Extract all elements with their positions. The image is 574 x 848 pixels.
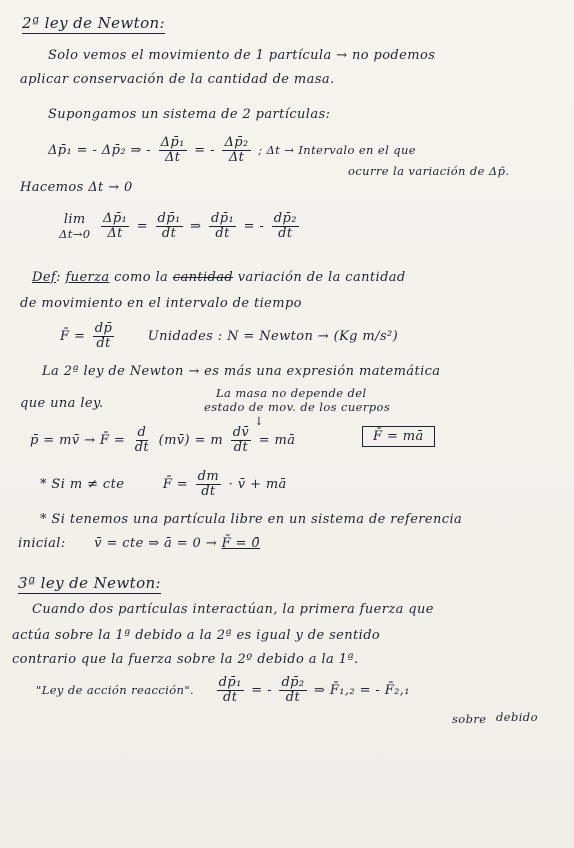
- fraction: $\frac{\text{Δp̄₁}}{\Delta t}$: [103, 211, 128, 241]
- paragraph-line: Cuando dos partículas interactúan, la primera fuerza que: [32, 602, 434, 617]
- paragraph-line: Supongamos un sistema de 2 partículas:: [48, 107, 331, 122]
- fraction: $\frac{\text{Δp̄₂}}{\Delta t}$: [224, 135, 249, 165]
- interval-note-line2: ocurre la variación de Δp̄.: [348, 164, 510, 178]
- definition-label: Def: [32, 270, 57, 285]
- fraction: $\frac{\text{dp̄₂}}{dt}$: [281, 675, 305, 705]
- fraction: $\frac{\text{dp̄₁}}{dt}$: [211, 211, 235, 241]
- law-name: "Ley de acción reacción".: [36, 683, 195, 697]
- equation-force-definition: F̄ = $\frac{dp̄}{dt}$ Unidades : N = Newton → (Kg m/s²): [60, 321, 399, 351]
- eq-text: Δp̄₁ = - Δp̄₂ ⇒ -: [48, 143, 152, 158]
- label-debido: debido: [496, 710, 538, 724]
- limit-operator: lim Δt→0: [59, 211, 91, 241]
- interval-note: ; Δt → Intervalo en el que: [258, 143, 417, 157]
- paragraph-line: aplicar conservación de la cantidad de masa.: [20, 72, 335, 87]
- fraction: $\frac{dm}{dt}$: [197, 469, 220, 499]
- definition-term: fuerza: [65, 270, 110, 285]
- equation-variable-mass: * Si m ≠ cte F̄ = $\frac{dm}{dt}$ · v̄ + mā: [40, 469, 287, 499]
- eq-text: = -: [194, 143, 215, 158]
- heading-third-law: 3ª ley de Newton:: [18, 574, 162, 592]
- paragraph-line: que una ley.: [20, 396, 104, 411]
- mass-note: estado de mov. de los cuerpos: [204, 400, 391, 414]
- fraction: $\frac{\text{dp̄₁}}{dt}$: [157, 211, 181, 241]
- fraction: $\frac{dp̄}{dt}$: [94, 321, 113, 351]
- down-arrow-icon: ↓: [254, 414, 265, 428]
- definition-line: Def: fuerza como la cantidad variación de la cantidad: [32, 270, 406, 285]
- struck-word: cantidad: [172, 270, 234, 285]
- definition-line-2: de movimiento en el intervalo de tiempo: [20, 296, 302, 311]
- fraction: $\frac{d}{dt}$: [134, 425, 150, 455]
- fraction: $\frac{dv̄}{dt}$: [232, 425, 250, 455]
- equation-momentum-exchange: [48, 136, 416, 165]
- equation-action-reaction: "Ley de acción reacción". $\frac{\text{dp̄₁}}{dt}$ = - $\frac{\text{dp̄₂}}{dt}$ ⇒ F̄₁,₂ = - F̄₂,₁: [36, 675, 410, 705]
- paragraph-line: actúa sobre la 1ª debido a la 2ª es igual y de sentido: [12, 628, 381, 643]
- fraction: $\frac{\text{dp̄₂}}{dt}$: [273, 211, 297, 241]
- equation-limit: lim Δt→0 $\frac{\text{Δp̄₁}}{\Delta t}$ = $\frac{\text{dp̄₁}}{dt}$ ⇒ $\frac{\text{dp̄₁}}{dt}$ = - $\frac{\text{dp̄₂}}{dt}$: [59, 211, 297, 241]
- fraction: $\frac{\text{Δp̄₁}}{\Delta t}$: [160, 135, 185, 165]
- boxed-result: F̄ = mā: [362, 426, 435, 447]
- equation-newton-second: p̄ = mv̄ → F̄ = $\frac{d}{dt}$ (mv̄) = m $\frac{dv̄}{dt}$ = mā: [30, 425, 296, 455]
- label-sobre: sobre: [452, 712, 487, 726]
- paragraph-line: La 2ª ley de Newton → es más una expresión matemática: [42, 364, 441, 379]
- heading-second-law: 2ª ley de Newton:: [22, 14, 166, 32]
- paragraph-line: Hacemos Δt → 0: [20, 180, 133, 195]
- free-particle-line: inicial: v̄ = cte ⇒ ā = 0 → F̄ = 0̄: [18, 536, 261, 551]
- zero-force-result: F̄ = 0̄: [221, 536, 261, 551]
- units-note: Unidades : N = Newton → (Kg m/s²): [147, 329, 399, 344]
- paragraph-line: * Si tenemos una partícula libre en un sistema de referencia: [40, 512, 463, 527]
- fraction: $\frac{\text{dp̄₁}}{dt}$: [218, 675, 242, 705]
- paragraph-line: contrario que la fuerza sobre la 2º debido a la 1ª.: [12, 652, 359, 667]
- mass-note: La masa no depende del: [216, 386, 367, 400]
- paragraph-line: Solo vemos el movimiento de 1 partícula → no podemos: [48, 48, 436, 63]
